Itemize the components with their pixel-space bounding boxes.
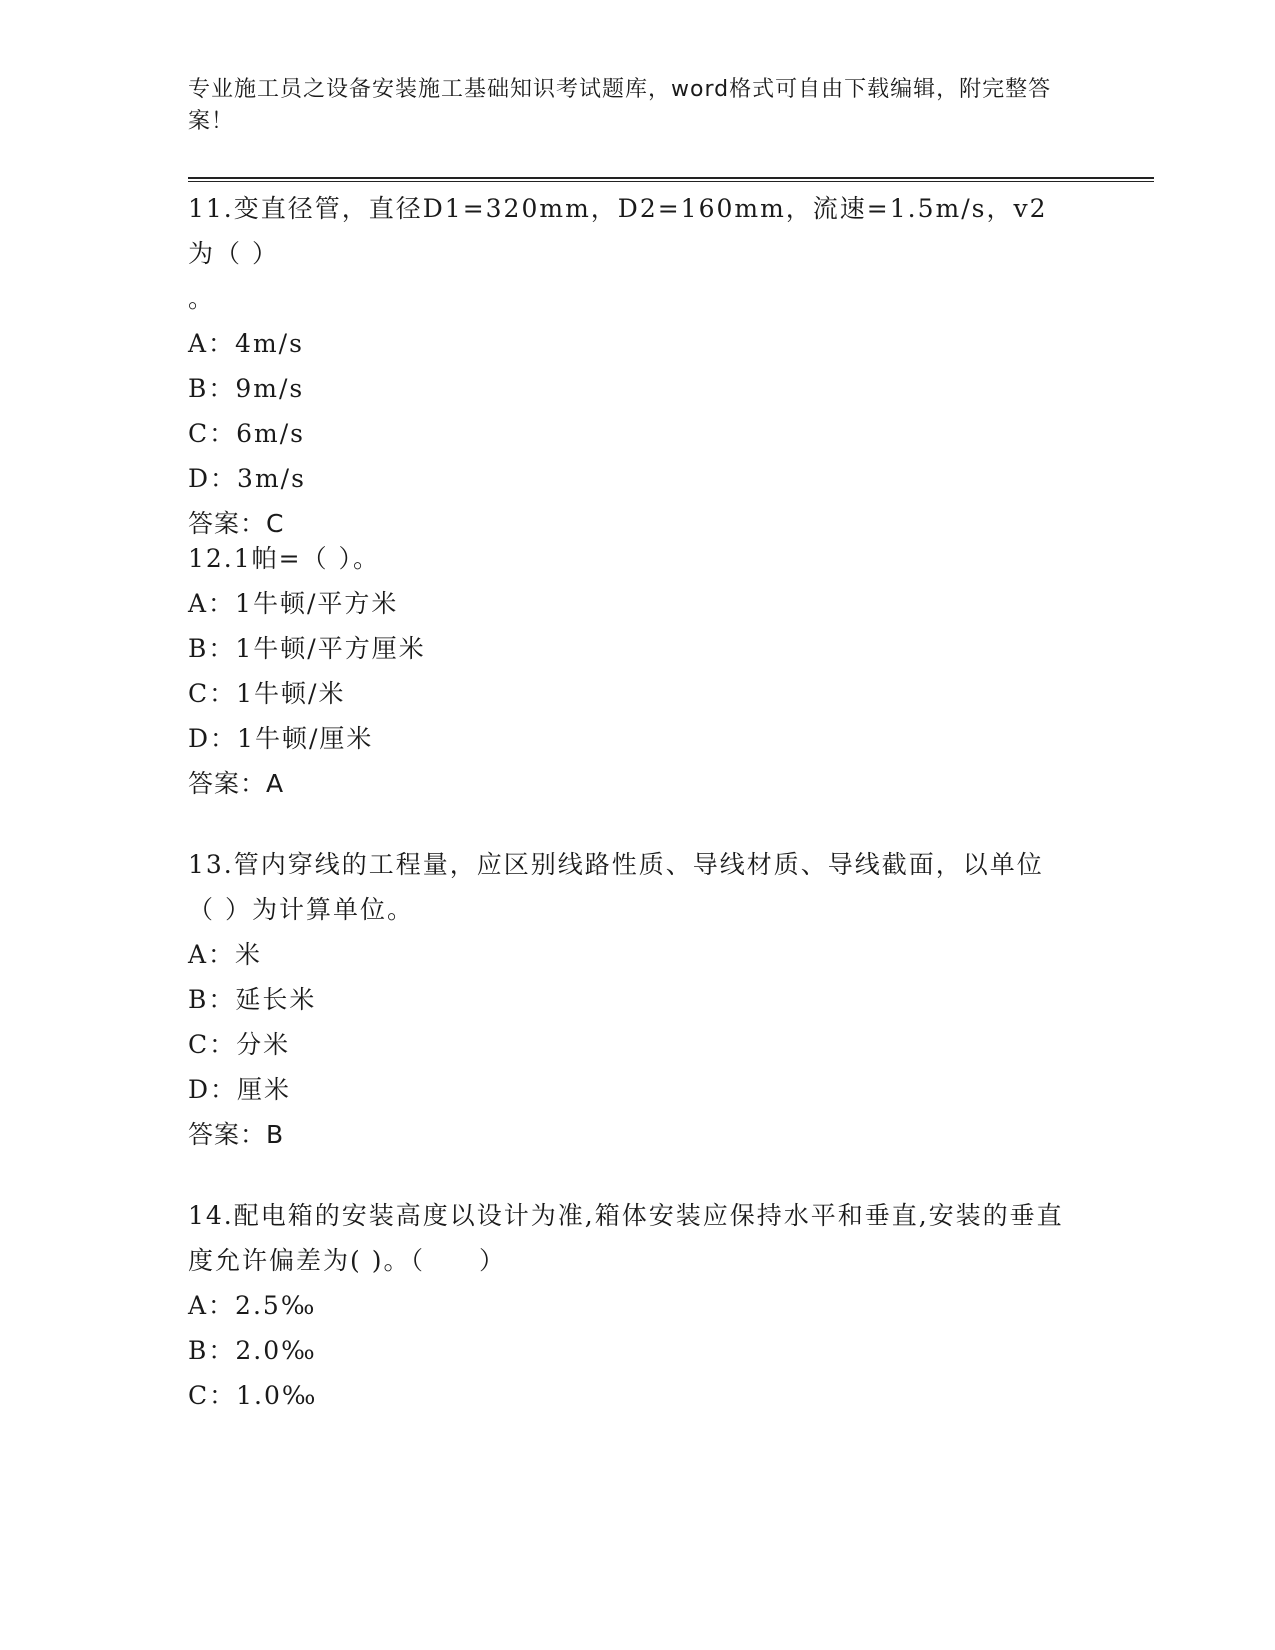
header-divider-thick <box>188 177 1154 179</box>
option-c: C：1.0‰ <box>188 1381 318 1410</box>
option-c: C：分米 <box>188 1030 291 1059</box>
question-stem: 13.管内穿线的工程量，应区别线路性质、导线材质、导线截面，以单位（ ）为计算单位。 <box>188 850 1044 924</box>
answer-line: 答案：A <box>188 769 285 798</box>
option-b: B：9m/s <box>188 374 305 403</box>
answer-line: 答案：B <box>188 1120 285 1149</box>
question-stem: 14.配电箱的安装高度以设计为准,箱体安装应保持水平和垂直,安装的垂直度允许偏差为( )。（ ） <box>188 1201 1064 1275</box>
header-divider-thin <box>188 181 1154 182</box>
option-a: A：2.5‰ <box>188 1291 317 1320</box>
document-intro: 专业施工员之设备安装施工基础知识考试题库，word格式可自由下载编辑，附完整答案！ <box>188 77 1052 134</box>
option-b: B：1牛顿/平方厘米 <box>188 634 426 663</box>
question-13 <box>188 842 1068 1157</box>
option-b: B：延长米 <box>188 985 317 1014</box>
question-12 <box>188 536 1068 806</box>
question-11 <box>188 186 1068 546</box>
option-d: D：厘米 <box>188 1075 292 1104</box>
option-a: A：4m/s <box>188 329 304 358</box>
question-stem: 11.变直径管，直径D1=320mm，D2=160mm，流速=1.5m/s，v2为（ ） 。 <box>188 194 1048 313</box>
option-d: D：3m/s <box>188 464 306 493</box>
option-c: C：1牛顿/米 <box>188 679 346 708</box>
option-a: A：1牛顿/平方米 <box>188 589 399 618</box>
question-stem: 12.1帕=（ ）。 <box>188 544 381 573</box>
question-14 <box>188 1193 1068 1418</box>
option-b: B：2.0‰ <box>188 1336 317 1365</box>
option-c: C：6m/s <box>188 419 305 448</box>
answer-line: 答案：C <box>188 509 285 538</box>
option-d: D：1牛顿/厘米 <box>188 724 374 753</box>
option-a: A：米 <box>188 940 263 969</box>
